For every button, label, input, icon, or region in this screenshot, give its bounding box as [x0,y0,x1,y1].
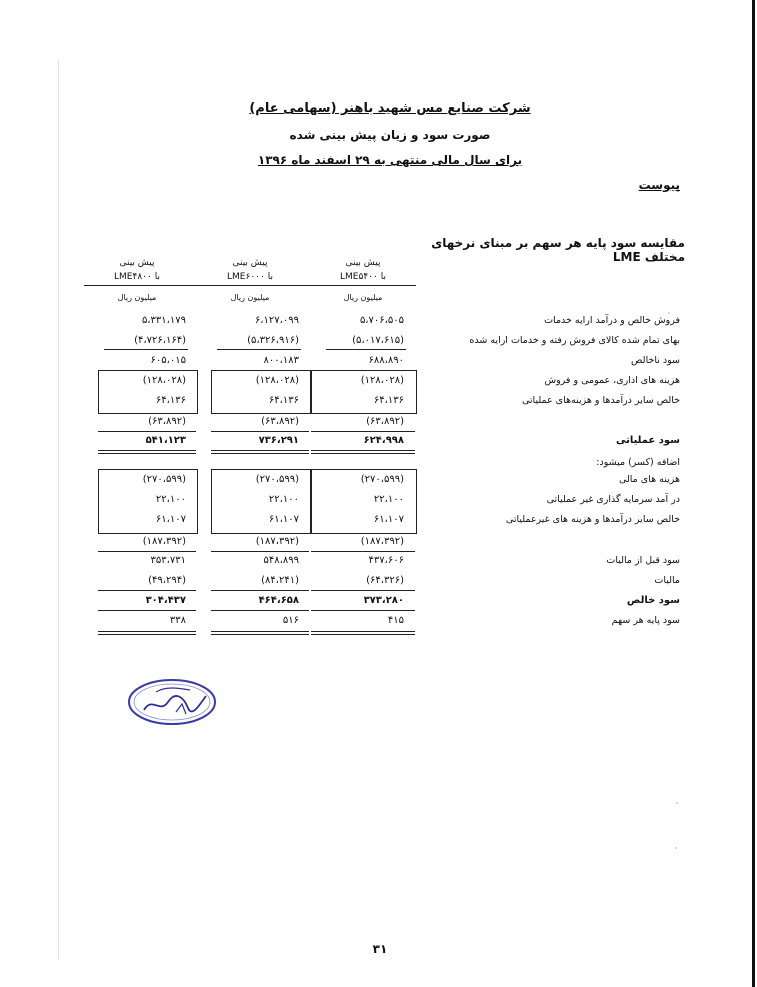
column-header-2 [205,256,295,284]
table-row [0,371,757,391]
table-row [0,412,757,432]
page-number: ۳۱ [372,942,388,956]
cell-value: ۳۵۳،۷۳۱ [150,555,186,566]
column-header-3 [318,256,408,284]
cell-value: (۲۷۰،۵۹۹) [360,474,404,485]
cell-value: (۶۴،۳۲۶) [366,575,404,586]
row-label: سود خالص [626,595,680,606]
section-subtitle: مقایسه سود پایه هر سهم بر مبنای نرخهای مختلف LME [431,236,685,264]
double-rule [211,631,309,632]
double-rule [211,634,309,635]
cell-value: ۶۱،۱۰۷ [155,514,186,525]
unit-label: میلیون ریال [117,293,157,302]
cell-value: ۳۰۴،۴۳۷ [145,595,186,606]
cell-value: (۱۸۷،۳۹۲) [142,536,186,547]
cell-value: ۶۲۴،۹۹۸ [363,435,404,446]
cell-value: (۵،۳۲۶،۹۱۶) [247,335,299,346]
cell-value: ۶،۱۲۷،۰۹۹ [254,315,299,326]
statement-title: صورت سود و زیان پیش بینی شده [289,128,491,142]
column-lme: با LME۶۰۰۰ [227,272,273,282]
appendix-label: پیوست [638,178,680,192]
column-lme: با LME۵۴۰۰ [340,272,386,282]
row-label: سود قبل از مالیات [606,555,680,566]
cell-value: (۱۲۸،۰۲۸) [142,375,186,386]
period-title: برای سال مالی منتهی به ۲۹ اسفند ماه ۱۳۹۶ [257,153,523,167]
cell-value: ۴۱۵ [387,615,404,626]
cell-value: ۷۳۶،۲۹۱ [258,435,299,446]
table-row [0,532,757,552]
company-title: شرکت صنایع مس شهید باهنر (سهامی عام) [249,101,531,116]
column-label: پیش بینی [119,258,155,268]
row-label: در آمد سرمایه گذاری غیر عملیاتی [546,494,680,505]
cell-value: (۱۸۷،۳۹۲) [360,536,404,547]
cell-value: (۱۲۸،۰۲۸) [255,375,299,386]
cell-value: (۴۹،۲۹۴) [148,575,186,586]
cell-value: ۶۴،۱۳۶ [268,395,299,406]
column-label: پیش بینی [345,258,381,268]
cell-value: ۶۴،۱۳۶ [373,395,404,406]
cell-value: (۱۲۸،۰۲۸) [360,375,404,386]
cell-value: (۱۸۷،۳۹۲) [255,536,299,547]
table-row [0,510,757,530]
table-row [0,551,757,571]
table-row [0,431,757,451]
row-label: هزینه های مالی [618,474,680,485]
table-row [0,470,757,490]
cell-value: ۵،۳۳۱،۱۷۹ [141,315,186,326]
table-row [0,591,757,611]
table-row [0,311,757,331]
cell-value: (۶۳،۸۹۲) [261,416,299,427]
cell-value: ۲۲،۱۰۰ [268,494,299,505]
column-header-1 [92,256,182,284]
header-rule [84,285,416,286]
cell-value: (۶۳،۸۹۲) [148,416,186,427]
cell-value: ۴۶۴،۶۵۸ [258,595,299,606]
column-lme: با LME۴۸۰۰ [114,272,160,282]
row-label: سود عملیاتی [615,435,680,446]
unit-label: میلیون ریال [343,293,383,302]
subtotal-rule [104,349,188,350]
double-rule [98,634,196,635]
cell-value: ۵۴۱،۱۲۳ [145,435,186,446]
cell-value: ۳۳۸ [169,615,186,626]
column-label: پیش بینی [232,258,268,268]
cell-value: ۲۲،۱۰۰ [373,494,404,505]
row-label: مالیات [654,575,680,586]
subtotal-rule [326,349,406,350]
cell-value: ۶۱،۱۰۷ [268,514,299,525]
table-row [0,351,757,371]
cell-value: (۴،۷۲۶،۱۶۴) [134,335,186,346]
unit-label: میلیون ریال [230,293,270,302]
cell-value: (۲۷۰،۵۹۹) [142,474,186,485]
cell-value: ۸۰۰،۱۸۳ [263,355,299,366]
scan-speck [668,312,670,314]
double-rule [98,631,196,632]
subtotal-rule [217,349,301,350]
row-label: خالص سایر درآمدها و هزینه‌های عملیاتی [522,395,680,406]
cell-value: ۵،۷۰۶،۵۰۵ [359,315,404,326]
double-rule [311,634,415,635]
double-rule [311,631,415,632]
signature-stamp [126,676,218,728]
table-row [0,611,757,631]
row-label: سود ناخالص [631,355,680,366]
cell-value: ۳۷۳،۲۸۰ [363,595,404,606]
cell-value: ۶۴،۱۳۶ [155,395,186,406]
table-row [0,391,757,411]
row-label: هزینه های اداری، عمومی و فروش [544,375,680,386]
row-label: خالص سایر درآمدها و هزینه های غیرعملیاتی [505,514,680,525]
cell-value: (۶۳،۸۹۲) [366,416,404,427]
cell-value: ۲۲،۱۰۰ [155,494,186,505]
double-rule [311,450,415,451]
row-label: اضافه (کسر) میشود: [596,457,680,468]
cell-value: (۸۴،۲۴۱) [261,575,299,586]
cell-value: (۵،۰۱۷،۶۱۵) [352,335,404,346]
table-row [0,490,757,510]
cell-value: ۶۰۵،۰۱۵ [150,355,186,366]
row-label: سود پایه هر سهم [611,615,680,626]
cell-value: ۵۱۶ [282,615,299,626]
row-label: بهای تمام شده کالای فروش رفته و خدمات ارایه شده [469,335,680,346]
cell-value: (۲۷۰،۵۹۹) [255,474,299,485]
cell-value: ۶۱،۱۰۷ [373,514,404,525]
row-label: فروش خالص و درآمد ارایه خدمات [544,315,680,326]
cell-value: ۶۸۸،۸۹۰ [368,355,404,366]
double-rule [98,450,196,451]
table-row [0,571,757,591]
double-rule [211,450,309,451]
scan-speck [675,847,677,849]
scan-speck [676,802,678,804]
cell-value: ۴۳۷،۶۰۶ [368,555,404,566]
table-row [0,331,757,351]
cell-value: ۵۴۸،۸۹۹ [263,555,299,566]
